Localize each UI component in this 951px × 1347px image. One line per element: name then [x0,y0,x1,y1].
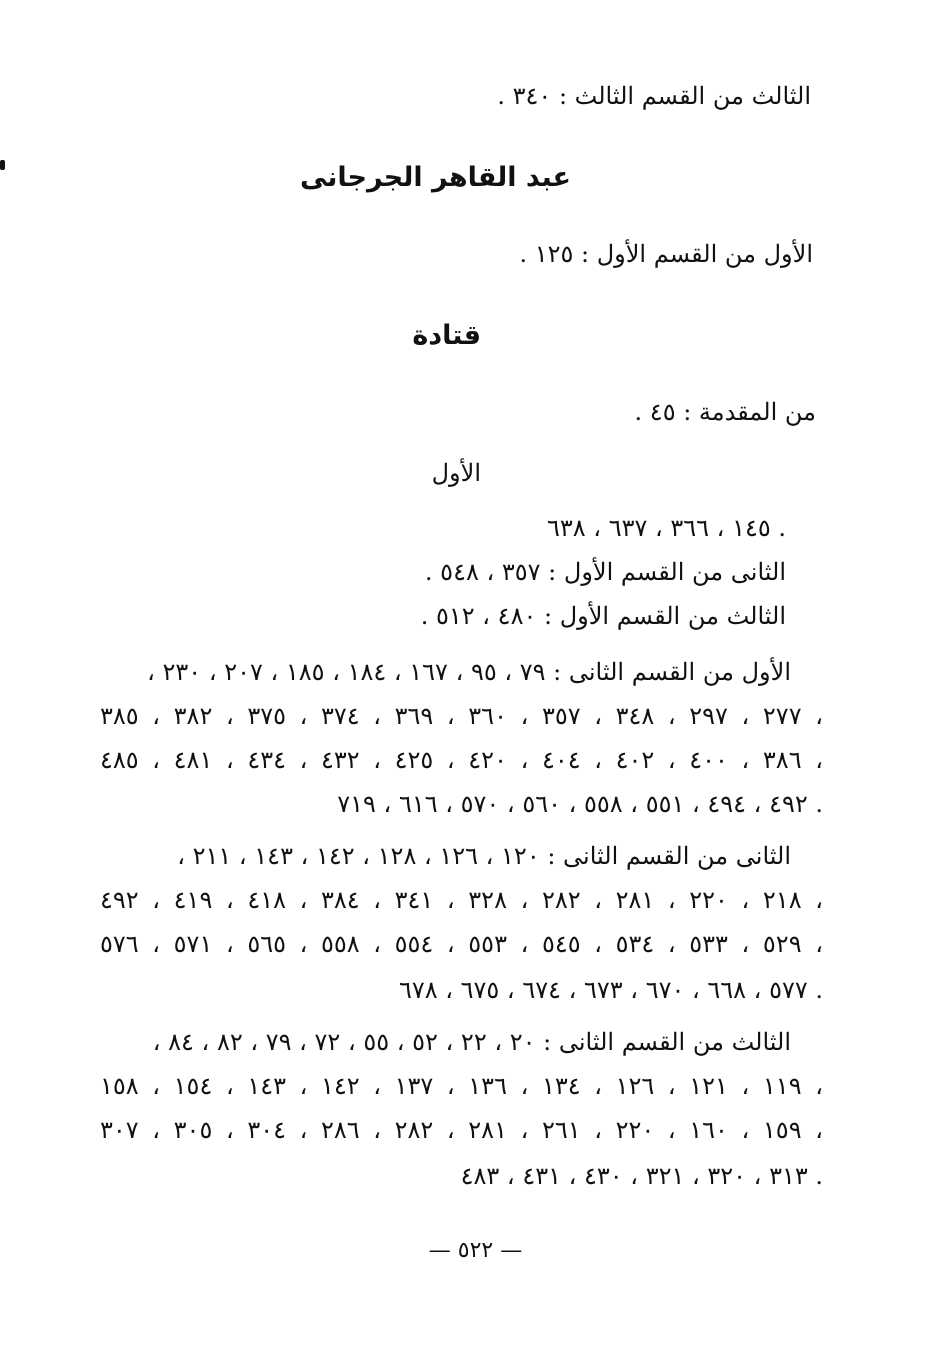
indented-line: الثالث من القسم الأول : ٤٨٠ ، ٥١٢ . [420,602,786,630]
intro-entry-line: من المقدمة : ٤٥ . [634,398,816,426]
scan-edge-mark [0,160,5,170]
indented-line: الثانى من القسم الأول : ٣٥٧ ، ٥٤٨ . [424,558,786,586]
subheading-first: الأول [431,459,481,487]
heading-abd-al-qahir: عبد القاهر الجرجانى [299,162,571,193]
paragraph-3-line: ١١٩ ، ١٢١ ، ١٢٦ ، ١٣٤ ، ١٣٦ ، ١٣٧ ، ١٤٢ ، ١٤٣ ، ١٥٤ ، ١٥٨ ، [100,1072,823,1100]
paragraph-1-line: الأول من القسم الثانى : ٧٩ ، ٩٥ ، ١٦٧ ، ١٨٤ ، ١٨٥ ، ٢٠٧ ، ٢٣٠ ، [147,658,791,686]
paragraph-2-line: ٥٧٧ ، ٦٦٨ ، ٦٧٠ ، ٦٧٣ ، ٦٧٤ ، ٦٧٥ ، ٦٧٨ . [398,976,823,1004]
paragraph-1-line: ٤٩٢ ، ٤٩٤ ، ٥٥١ ، ٥٥٨ ، ٥٦٠ ، ٥٧٠ ، ٦١٦ ، ٧١٩ . [337,790,823,818]
top-entry-line: الثالث من القسم الثالث : ٣٤٠ . [497,82,811,110]
indented-line: ١٤٥ ، ٣٦٦ ، ٦٣٧ ، ٦٣٨ . [547,514,786,542]
paragraph-3-line: ٣١٣ ، ٣٢٠ ، ٣٢١ ، ٤٣٠ ، ٤٣١ ، ٤٨٣ . [460,1162,823,1190]
paragraph-3-line: الثالث من القسم الثانى : ٢٠ ، ٢٢ ، ٥٢ ، ٥٥ ، ٧٢ ، ٧٩ ، ٨٢ ، ٨٤ ، [152,1028,791,1056]
paragraph-2-line: ٢١٨ ، ٢٢٠ ، ٢٨١ ، ٢٨٢ ، ٣٢٨ ، ٣٤١ ، ٣٨٤ ، ٤١٨ ، ٤١٩ ، ٤٩٢ ، [100,886,823,914]
page-number: — ٥٢٢ — [428,1238,523,1263]
paragraph-2-line: الثانى من القسم الثانى : ١٢٠ ، ١٢٦ ، ١٢٨ ، ١٤٢ ، ١٤٣ ، ٢١١ ، [177,842,791,870]
paragraph-1-line: ٣٨٦ ، ٤٠٠ ، ٤٠٢ ، ٤٠٤ ، ٤٢٠ ، ٤٢٥ ، ٤٣٢ ، ٤٣٤ ، ٤٨١ ، ٤٨٥ ، [100,746,823,774]
abd-al-qahir-entry-line: الأول من القسم الأول : ١٢٥ . [519,240,813,268]
heading-qatada: قتادة [412,320,481,351]
paragraph-1-line: ٢٧٧ ، ٢٩٧ ، ٣٤٨ ، ٣٥٧ ، ٣٦٠ ، ٣٦٩ ، ٣٧٤ ، ٣٧٥ ، ٣٨٢ ، ٣٨٥ ، [100,702,823,730]
paragraph-2-line: ٥٢٩ ، ٥٣٣ ، ٥٣٤ ، ٥٤٥ ، ٥٥٣ ، ٥٥٤ ، ٥٥٨ ، ٥٦٥ ، ٥٧١ ، ٥٧٦ ، [100,930,823,958]
paragraph-3-line: ١٥٩ ، ١٦٠ ، ٢٢٠ ، ٢٦١ ، ٢٨١ ، ٢٨٢ ، ٢٨٦ ، ٣٠٤ ، ٣٠٥ ، ٣٠٧ ، [100,1116,823,1144]
